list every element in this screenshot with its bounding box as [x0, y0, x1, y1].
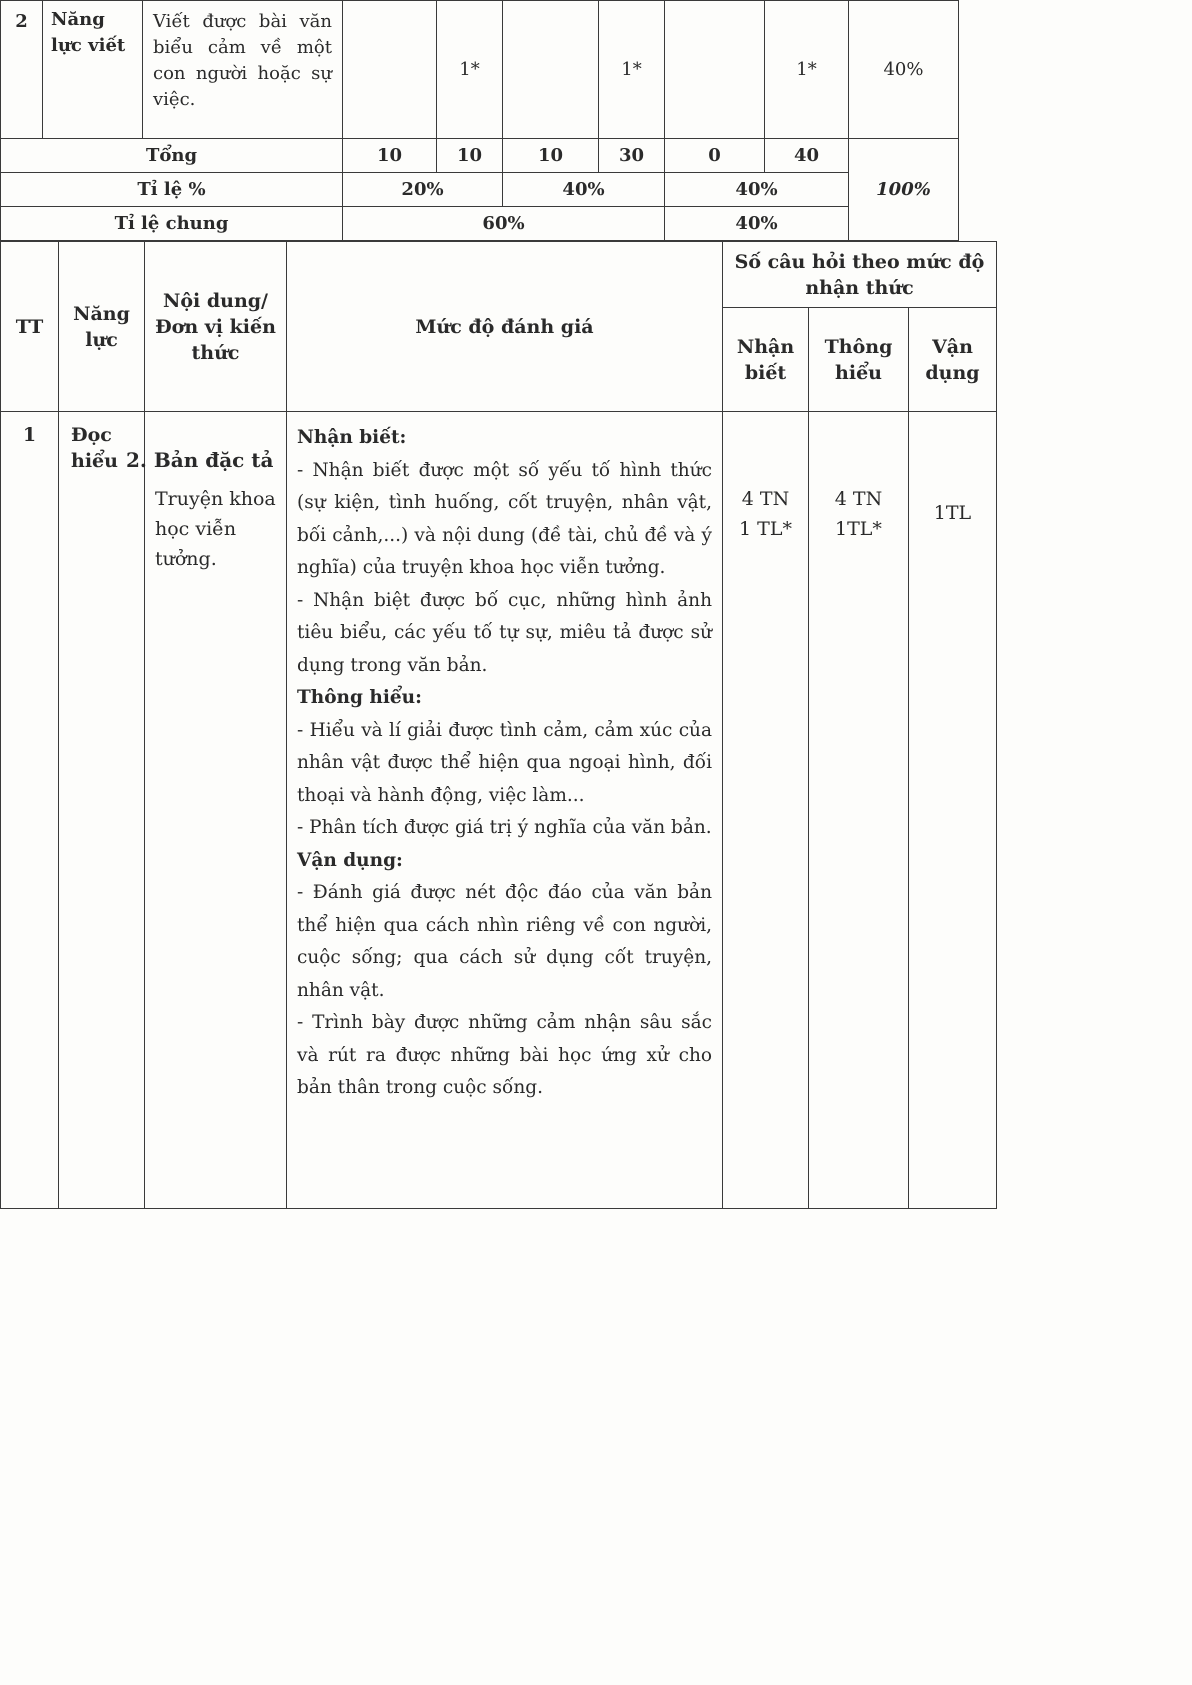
count-cell: 1* [599, 1, 665, 139]
section-title: 2. Bản đặc tả [126, 448, 274, 472]
th-item: - Phân tích được giá trị ý nghĩa của văn bản. [297, 817, 712, 838]
common-value: 60% [343, 207, 665, 241]
matrix-table [0, 0, 959, 241]
row-number: 2 [1, 1, 43, 139]
spec-table [0, 241, 997, 1209]
total-value: 10 [437, 139, 503, 173]
th-count-cell [809, 412, 909, 1209]
ratio-value: 40% [665, 173, 849, 207]
header-level: Mức độ đánh giá [287, 242, 723, 412]
ratio-value: 40% [503, 173, 665, 207]
th-count: 1TL* [835, 518, 882, 540]
total-value: 10 [503, 139, 599, 173]
empty-cell [343, 1, 437, 139]
skill-cell: Năng lực viết [43, 1, 143, 139]
th-heading: Thông hiểu: [297, 687, 422, 708]
total-value: 0 [665, 139, 765, 173]
total-value: 10 [343, 139, 437, 173]
ratio-row [1, 173, 959, 207]
common-row [1, 207, 959, 241]
vd-count-cell [909, 412, 997, 1209]
header-skill: Năng lực [59, 242, 145, 412]
total-row [1, 139, 959, 173]
vd-item: - Đánh giá được nét độc đáo của văn bản thể hiện qua cách nhìn riêng về con người, cuộc sống; qua cách sử dụng cốt truyện, nhân vật. [297, 882, 712, 1001]
nb-count: 1 TL* [739, 518, 792, 540]
total-percent: 100% [849, 139, 959, 241]
common-label: Tỉ lệ chung [1, 207, 343, 241]
total-label: Tổng [1, 139, 343, 173]
header-nb: Nhận biết [723, 308, 809, 412]
vd-heading: Vận dụng: [297, 849, 403, 871]
matrix-row-writing [1, 1, 959, 139]
header-vd: Vận dụng [909, 308, 997, 412]
header-row [1, 242, 997, 308]
skill-cell: Đọc hiểu [59, 412, 145, 1209]
content-cell: Truyện khoa học viễn tưởng. [145, 412, 287, 1209]
nb-count: 4 TN [741, 488, 790, 510]
vd-count: 1TL [933, 502, 972, 524]
percent-cell: 40% [849, 1, 959, 139]
header-content: Nội dung/Đơn vị kiến thức [145, 242, 287, 412]
content-cell: Viết được bài văn biểu cảm về một con người hoặc sự việc. [143, 1, 343, 139]
row-number: 1 [1, 412, 59, 1209]
total-value: 30 [599, 139, 665, 173]
header-tt: TT [1, 242, 59, 412]
common-value: 40% [665, 207, 849, 241]
ratio-label: Tỉ lệ % [1, 173, 343, 207]
header-th: Thông hiểu [809, 308, 909, 412]
nb-item: - Nhận biết được một số yếu tố hình thức (sự kiện, tình huống, cốt truyện, nhân vật, bối cảnh,...) và nội dung (đề tài, chủ đề và ý nghĩa) của truyện khoa học viễn tưởng. [297, 459, 712, 578]
count-cell: 1* [437, 1, 503, 139]
th-item: - Hiểu và lí giải được tình cảm, cảm xúc của nhân vật được thể hiện qua ngoại hình, đối thoại và hành động, việc làm... [297, 719, 712, 806]
nb-item: - Nhận biệt được bố cục, những hình ảnh tiêu biểu, các yếu tố tự sự, miêu tả được sử dụng trong văn bản. [297, 589, 712, 676]
th-count: 4 TN [834, 488, 883, 510]
count-cell: 1* [765, 1, 849, 139]
ratio-value: 20% [343, 173, 503, 207]
total-value: 40 [765, 139, 849, 173]
empty-cell [665, 1, 765, 139]
description-cell [287, 412, 723, 1209]
header-count-group: Số câu hỏi theo mức độ nhận thức [723, 242, 997, 308]
empty-cell [503, 1, 599, 139]
vd-item: - Trình bày được những cảm nhận sâu sắc và rút ra được những bài học ứng xử cho bản thân trong cuộc sống. [297, 1012, 712, 1098]
nb-heading: Nhận biết: [297, 427, 407, 448]
nb-count-cell [723, 412, 809, 1209]
spec-row-reading [1, 412, 997, 1209]
